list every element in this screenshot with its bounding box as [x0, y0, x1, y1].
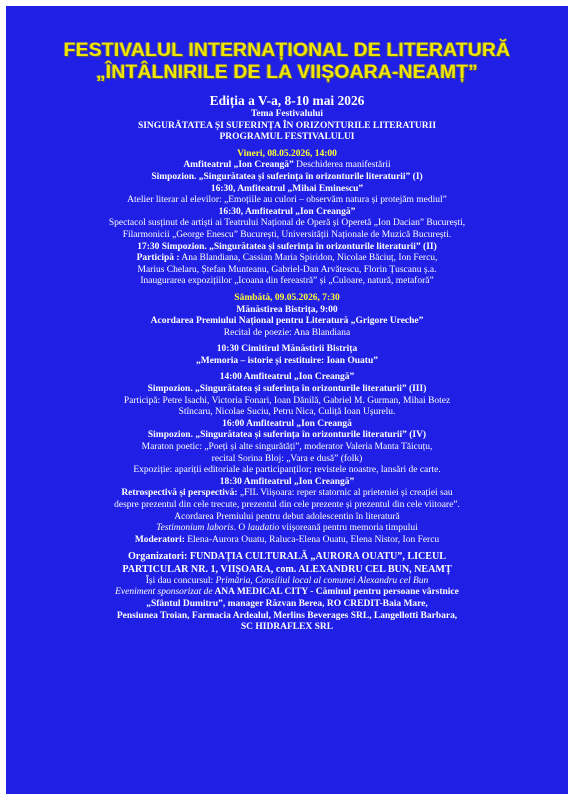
organizers-line: Organizatori: FUNDAȚIA CULTURALĂ „AURORA OUATU”, LICEUL [127, 551, 447, 563]
saturday-date: Sâmbătă, 09.05.2026, 7:30 [234, 292, 340, 303]
italic-text: Primăria, Consiliul local al comunei Alexandru cel Bun [215, 575, 429, 586]
organizers-line [6, 587, 568, 599]
text: „FIL Viișoara: reper statornic al prieteniei și creației sau [237, 488, 453, 499]
friday-line: 16:30, Amfiteatrul „Mihai Eminescu” [210, 183, 364, 194]
saturday-line: Maraton poetic: „Poeți și alte singurătăți”, moderator Valeria Manta Tăicuțu, [141, 442, 433, 453]
venue: Amfiteatrul „Ion Creangă” [183, 160, 294, 171]
friday-line [6, 160, 568, 172]
friday-line: Atelier literar al elevilor: „Emoțiile au culori – observăm natura și protejăm mediul” [127, 195, 447, 206]
text: viișoreană pentru memoria timpului [279, 523, 418, 534]
saturday-line: 14:00 Amfiteatrul „Ion Creangă” [219, 372, 355, 383]
festival-title-line2: „ÎNTÂLNIRILE DE LA VIIȘOARA-NEAMȚ” [95, 62, 479, 83]
saturday-line: Recital de poezie: Ana Blandiana [223, 327, 351, 338]
festival-poster [6, 6, 568, 794]
text: Își dau concursul: [145, 575, 216, 586]
italic-text: Eveniment sponsorizat de [115, 587, 213, 598]
saturday-line [6, 535, 568, 547]
saturday-line: 16:00 Amfiteatrul „Ion Creangă [222, 418, 352, 429]
saturday-line: 18:30 Amfiteatrul „Ion Creangă” [219, 476, 355, 487]
saturday-line: Expoziție: apariții editoriale ale participanților; revistele noastre, lansări de carte. [133, 465, 441, 476]
saturday-line [6, 523, 568, 535]
label: Retrospectivă și perspectivă: [121, 488, 238, 499]
friday-line: Filarmonicii „George Enescu” București, Universității Naționale de Muzică București. [122, 229, 452, 240]
edition: Ediția a V-a, 8-10 mai 2026 [209, 93, 365, 108]
italic-text: laudatio [247, 523, 280, 534]
organizers-line: PARTICULAR NR. 1, VIIȘOARA, com. ALEXANDRU CEL BUN, NEAMȚ [122, 563, 452, 575]
saturday-line: Simpozion. „Singurătatea și suferința în orizonturile literaturii” (III) [147, 384, 427, 395]
friday-date: Vineri, 08.05.2026, 14:00 [237, 148, 337, 159]
organizers-line [6, 576, 568, 588]
label: Moderatori: [134, 534, 185, 545]
saturday-line: despre prezentul din cele trecute, prezentul din cele prezente și prezentul din cele viitoare”. [114, 500, 460, 510]
text: Ana Blandiana, Cassian Maria Spiridon, Nicolae Băciuț, Ion Fercu, [179, 253, 438, 264]
text: Deschiderea manifestării [293, 160, 391, 171]
saturday-line [6, 488, 568, 500]
saturday-line: recital Sorina Bloj: „Vara e dusă” (folk) [211, 453, 363, 464]
organizers-line: SC HIDRAFLEX SRL [240, 622, 334, 633]
friday-line: 16:30, Amfiteatrul „Ion Creangă” [218, 206, 356, 217]
friday-line: Inaugurarea expozițiilor „Icoana din fereastră” și „Culoare, natură, metaforă” [140, 276, 434, 287]
text: . O [233, 523, 248, 534]
saturday-line: Mănăstirea Bistrița, 9:00 [236, 304, 338, 315]
text: Elena-Aurora Ouatu, Raluca-Elena Ouatu, Elena Nistor, Ion Fercu [184, 534, 440, 545]
italic-text: Testimonium laboris [156, 523, 234, 534]
theme: SINGURĂTATEA ȘI SUFERINȚA ÎN ORIZONTURILE LITERATURII [137, 120, 437, 131]
organizers-line: Pensiunea Troian, Farmacia Ardealul, Merlins Beverages SRL, Langellotti Barbara, [116, 610, 458, 621]
text: ANA MEDICAL CITY - Căminul pentru persoane vârstnice [212, 587, 459, 598]
saturday-line: Stîncaru, Nicolae Suciu, Petru Nica, Culiță Ioan Ușurelu. [178, 407, 396, 418]
friday-line: 17:30 Simpozion. „Singurătatea și suferința în orizonturile literaturii” (II) [137, 241, 437, 252]
friday-line: Spectacol susținut de artiști ai Teatrului Național de Operă și Operetă „Ion Dacian” București, [108, 218, 466, 229]
friday-line: Marius Chelaru, Ștefan Munteanu, Gabriel-Dan Arvătescu, Florin Țuscanu ș.a. [137, 264, 437, 275]
label: Participă : [136, 253, 180, 264]
saturday-line: Acordarea Premiului pentru debut adolescentin în literatură [174, 511, 400, 522]
program-label: PROGRAMUL FESTIVALULUI [219, 132, 355, 143]
festival-title-line1: FESTIVALUL INTERNAȚIONAL DE LITERATURĂ [63, 40, 511, 61]
saturday-line: Acordarea Premiului Național pentru Literatură „Grigore Ureche” [150, 316, 424, 327]
saturday-line: Simpozion. „Singurătatea și suferința în orizonturile literaturii” (IV) [147, 430, 427, 441]
theme-label: Tema Festivalului [250, 109, 324, 119]
friday-line: Simpozion. „Singurătatea și suferința în orizonturile literaturii” (I) [151, 171, 423, 182]
saturday-line: „Memoria – istorie și restituire: Ioan Ouatu” [196, 355, 378, 366]
organizers-line: „Sfântul Dumitru”, manager Răzvan Berea, RO CREDIT-Baia Mare, [146, 598, 428, 609]
saturday-line: Participă: Petre Isachi, Victoria Fonari, Ioan Dănilă, Gabriel M. Gurman, Mihai Botez [123, 395, 451, 406]
friday-line [6, 253, 568, 265]
saturday-line: 10:30 Cimitirul Mănăstirii Bistrița [216, 344, 358, 355]
